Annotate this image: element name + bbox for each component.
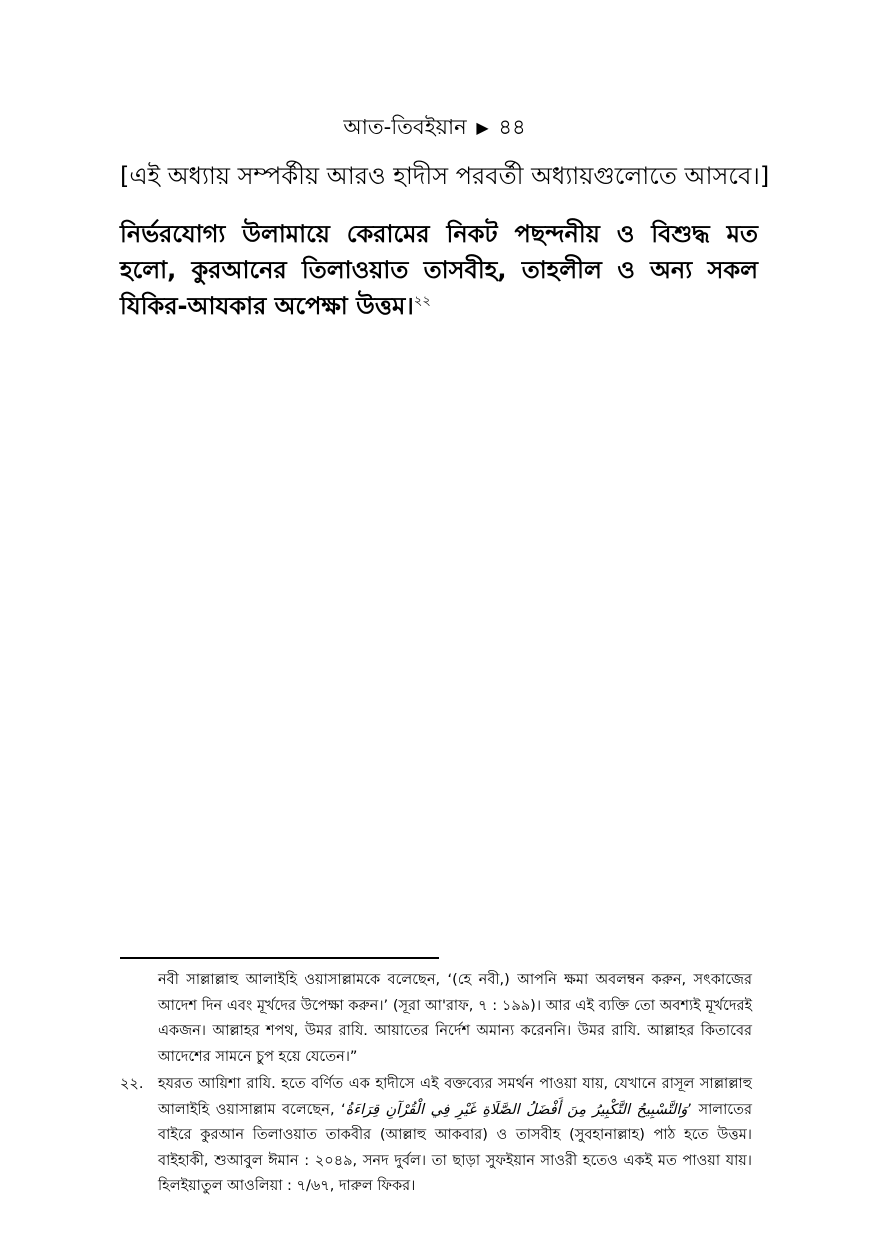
footnote-continuation: [120, 968, 752, 1070]
paragraph-text: নির্ভরযোগ্য উলামায়ে কেরামের নিকট পছন্দনীয় ও বিশুদ্ধ মত হলো, কুরআনের তিলাওয়াত তাসবীহ, তাহলীল ও অন্য সকল যিকির-আযকার অপেক্ষা উত্তম।: [120, 220, 758, 320]
footnote-text-before: হযরত আয়িশা রাযি. হতে বর্ণিত এক হাদীসে এই বক্তব্যের সমর্থন পাওয়া যায়, যেখানে রাসূল সাল্লাল্লাহু আলাইহি ওয়াসাল্লাম বলেছেন, ‘: [158, 1076, 752, 1118]
book-title: আত-তিবইয়ান: [343, 115, 467, 139]
arabic-quote: وَالتَّسْبِيحُ التَّكْبِيرُ مِنَ أَفْضَلُ الصَّلَاةِ غَيْرِ فِي الْقُرْآنِ قِرَاءَةُ: [345, 1101, 688, 1118]
footnote-reference: ২২: [413, 294, 431, 309]
footnote-continuation-text: নবী সাল্লাল্লাহু আলাইহি ওয়াসাল্লামকে বলেছেন, ‘(হে নবী,) আপনি ক্ষমা অবলম্বন করুন, সৎকাজের আদেশ দিন এবং মূর্খদের উপেক্ষা করুন।’ (সূরা আ'রাফ, ৭ : ১৯৯)। আর এই ব্যক্তি তো অবশ্যই মূর্খদেরই একজন। আল্লাহর শপথ, উমর রাযি. আয়াতের নির্দেশ অমান্য করেননি। উমর রাযি. আল্লাহর কিতাবের আদেশের সামনে চুপ হয়ে যেতেন।”: [158, 972, 752, 1065]
footnote-text-after: ’ সালাতের বাইরে কুরআন তিলাওয়াত তাকবীর (আল্লাহু আকবার) ও তাসবীহ (সুবহানাল্লাহ) পাঠ হতে উত্তম। বাইহাকী, শুআবুল ঈমান : ২০৪৯, সনদ দুর্বল। তা ছাড়া সুফইয়ান সাওরী হতেও একই মত পাওয়া যায়। হিলইয়াতুল আওলিয়া : ৭/৬৭, দারুল ফিকর।: [158, 1101, 752, 1195]
running-header: [0, 112, 869, 144]
footnote-text: [158, 1072, 752, 1200]
page-number: ৪৪: [498, 115, 526, 139]
footnote-divider: [120, 957, 439, 959]
footnote-number: ২২.: [120, 1076, 144, 1092]
footnote-22: [120, 1072, 752, 1200]
triangle-right-icon: ▶: [476, 118, 489, 137]
body-paragraph: [120, 216, 758, 324]
chapter-note: [এই অধ্যায় সম্পর্কীয় আরও হাদীস পরবর্তী অধ্যায়গুলোতে আসবে।]: [120, 162, 770, 190]
